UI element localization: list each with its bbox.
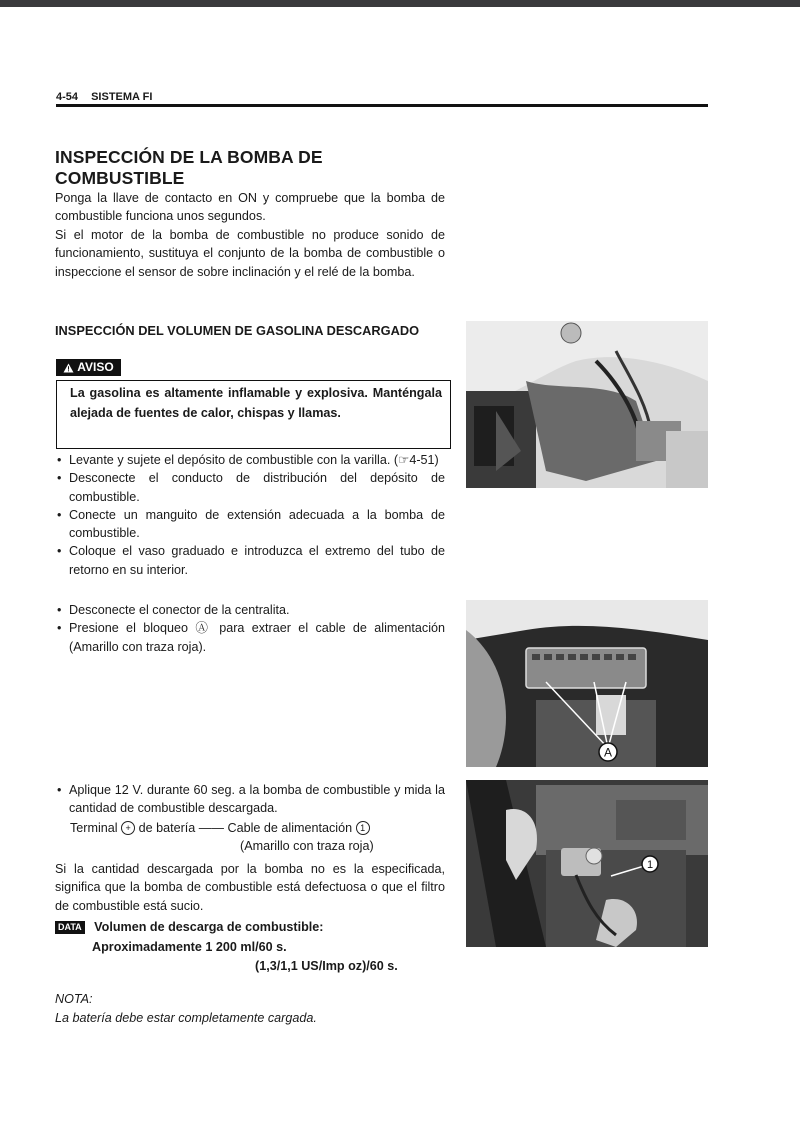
photo-battery-terminal [466,780,708,947]
data-spec-label: Volumen de descarga de combustible: [94,920,324,934]
callout-1-label: 1 [646,859,654,871]
list-item: • Desconecte el conducto de distribución del depósito de combustible. [55,469,445,506]
page-number: 4-54 [56,91,79,103]
list-item: • Desconecte el conector de la centralita. [55,601,445,619]
intro-paragraph: Ponga la llave de contacto en ON y compruebe que la bomba de combustible funciona unos segundos. [55,191,445,224]
warning-badge [56,359,121,376]
note-label: NOTA: [55,992,93,1006]
page-header [56,90,708,107]
terminal-connection [70,819,450,856]
list-item: • Conecte un manguito de extensión adecuada a la bomba de combustible. [55,506,445,543]
list-item: • Aplique 12 V. durante 60 seg. a la bomba de combustible y mida la cantidad de combustible descargada. [55,781,445,818]
plus-terminal-symbol: + [121,821,135,835]
photo-ecu-connector [466,600,708,767]
section-subtitle: INSPECCIÓN DEL VOLUMEN DE GASOLINA DESCARGADO [55,323,420,338]
terminal-description: de batería —— Cable de alimentación [138,821,353,835]
steps-list-a [55,451,445,579]
callout-a-label: A [603,745,613,760]
result-paragraph: Si la cantidad descargada por la bomba no es la especificada, significa que la bomba de combustible está defectuosa o que el filtro de combustible está sucio. [55,862,445,913]
note [55,990,455,1028]
wire-color-note: (Amarillo con traza roja) [240,839,374,854]
steps-list-c [55,781,445,818]
section-name: SISTEMA FI [91,91,153,103]
warning-box: La gasolina es altamente inflamable y explosiva. Manténgala alejada de fuentes de calor, chispas y llamas. [56,380,451,449]
photo-fuel-tank [466,321,708,488]
top-bar [0,0,800,7]
list-item: • Levante y sujete el depósito de combustible con la varilla. (☞4-51) [55,451,445,469]
callout-number: 1 [356,821,370,835]
warning-triangle-icon [63,363,74,373]
note-text: La batería debe estar completamente cargada. [55,1011,317,1025]
intro-paragraph-2: Si el motor de la bomba de combustible no produce sonido de funcionamiento, sustituya el conjunto de la bomba de combustible o inspeccione el sensor de sobre inclinación y el relé de la bomba. [55,228,445,279]
warning-label: AVISO [77,360,114,374]
list-item: • Coloque el vaso graduado e introduzca el extremo del tubo de retorno en su interior. [55,542,445,579]
list-item: • Presione el bloqueo Ⓐ para extraer el cable de alimentación (Amarillo con traza roja). [55,619,445,656]
terminal-label: Terminal [70,821,118,835]
data-spec-value: Aproximadamente 1 200 ml/60 s. [92,939,287,954]
steps-list-b [55,601,445,656]
data-badge: DATA [55,921,85,934]
data-spec-value-2: (1,3/1,1 US/Imp oz)/60 s. [255,959,398,973]
data-spec [55,918,455,977]
page-title: INSPECCIÓN DE LA BOMBA DE COMBUSTIBLE [55,147,323,188]
